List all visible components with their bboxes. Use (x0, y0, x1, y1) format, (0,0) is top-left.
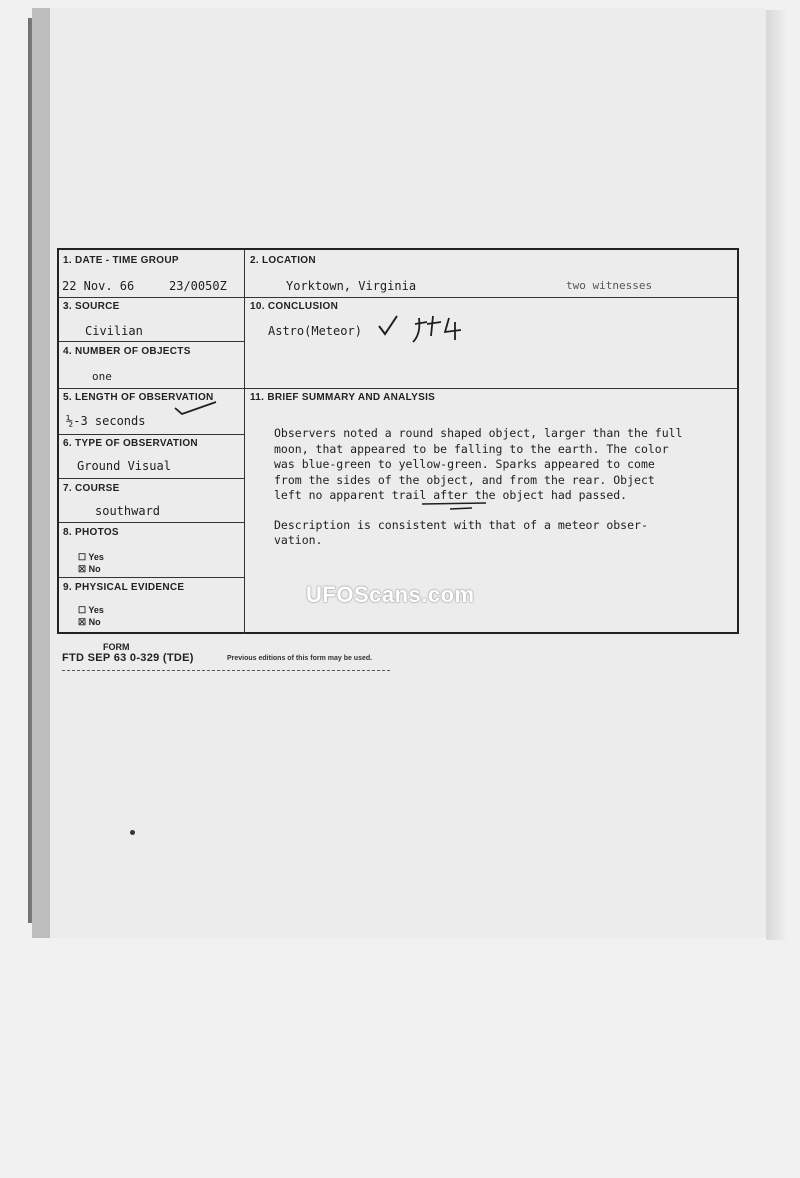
footer-form-code: FTD SEP 63 0-329 (TDE) (62, 652, 194, 664)
photos-yes-checkbox: ☐ Yes (78, 552, 104, 562)
summary-label: 11. BRIEF SUMMARY AND ANALYSIS (250, 392, 436, 403)
paper-speck (130, 830, 135, 835)
footer-rule (62, 670, 390, 671)
location-value: Yorktown, Virginia (286, 279, 417, 293)
row-divider (58, 434, 244, 435)
row-divider (58, 522, 244, 523)
location-extra: two witnesses (566, 279, 653, 292)
length-of-observation-value: ½-3 seconds (66, 414, 146, 428)
handwritten-check-initials (375, 310, 485, 352)
type-of-observation-value: Ground Visual (77, 459, 171, 473)
scan-edge-shadow (28, 18, 50, 923)
course-value: southward (95, 504, 161, 518)
photos-label: 8. PHOTOS (63, 527, 119, 538)
conclusion-label: 10. CONCLUSION (250, 301, 339, 312)
row-divider (58, 297, 244, 298)
handwritten-underline (420, 500, 490, 512)
conclusion-value: Astro(Meteor) (268, 324, 362, 338)
photos-no-checkbox: ☒ No (78, 564, 101, 574)
column-divider (244, 250, 245, 634)
photos-no-label: No (88, 564, 101, 574)
footer-form-label: FORM (103, 642, 130, 652)
row-divider (58, 341, 244, 342)
physical-evidence-no-checkbox: ☒ No (78, 617, 101, 627)
course-label: 7. COURSE (63, 483, 120, 494)
physical-evidence-yes-checkbox: ☐ Yes (78, 605, 104, 615)
location-label: 2. LOCATION (250, 255, 316, 266)
summary-text (274, 426, 724, 563)
footer-note: Previous editions of this form may be used. (227, 655, 373, 662)
physical-evidence-no-label: No (88, 617, 101, 627)
summary-paragraph: Observers noted a round shaped object, larger than the full moon, that appeared to be falling to the earth. The color was blue-green to yellow-green. Sparks appeared to come from the sides of the object, and from the rear. Object left no apparent trail after the object had passed. (274, 426, 683, 502)
row-divider (58, 478, 244, 479)
length-of-observation-label: 5. LENGTH OF OBSERVATION (63, 392, 214, 403)
source-value: Civilian (85, 324, 143, 338)
number-of-objects-value: one (92, 370, 112, 383)
summary-paragraph: Description is consistent with that of a meteor obser- vation. (274, 517, 648, 547)
number-of-objects-label: 4. NUMBER OF OBJECTS (63, 346, 191, 357)
row-divider (244, 297, 738, 298)
type-of-observation-label: 6. TYPE OF OBSERVATION (63, 438, 198, 449)
date-value: 22 Nov. 66 (62, 279, 135, 293)
scan-right-edge (766, 10, 786, 940)
row-divider (58, 388, 738, 389)
physical-evidence-yes-label: Yes (88, 605, 104, 615)
watermark: UFOScans.com (306, 582, 475, 607)
physical-evidence-label: 9. PHYSICAL EVIDENCE (63, 582, 185, 593)
row-divider (58, 577, 244, 578)
time-value: 23/0050Z (169, 279, 227, 293)
photos-yes-label: Yes (88, 552, 104, 562)
handwritten-check-mark (172, 400, 222, 418)
date-time-label: 1. DATE - TIME GROUP (63, 255, 179, 266)
source-label: 3. SOURCE (63, 301, 120, 312)
